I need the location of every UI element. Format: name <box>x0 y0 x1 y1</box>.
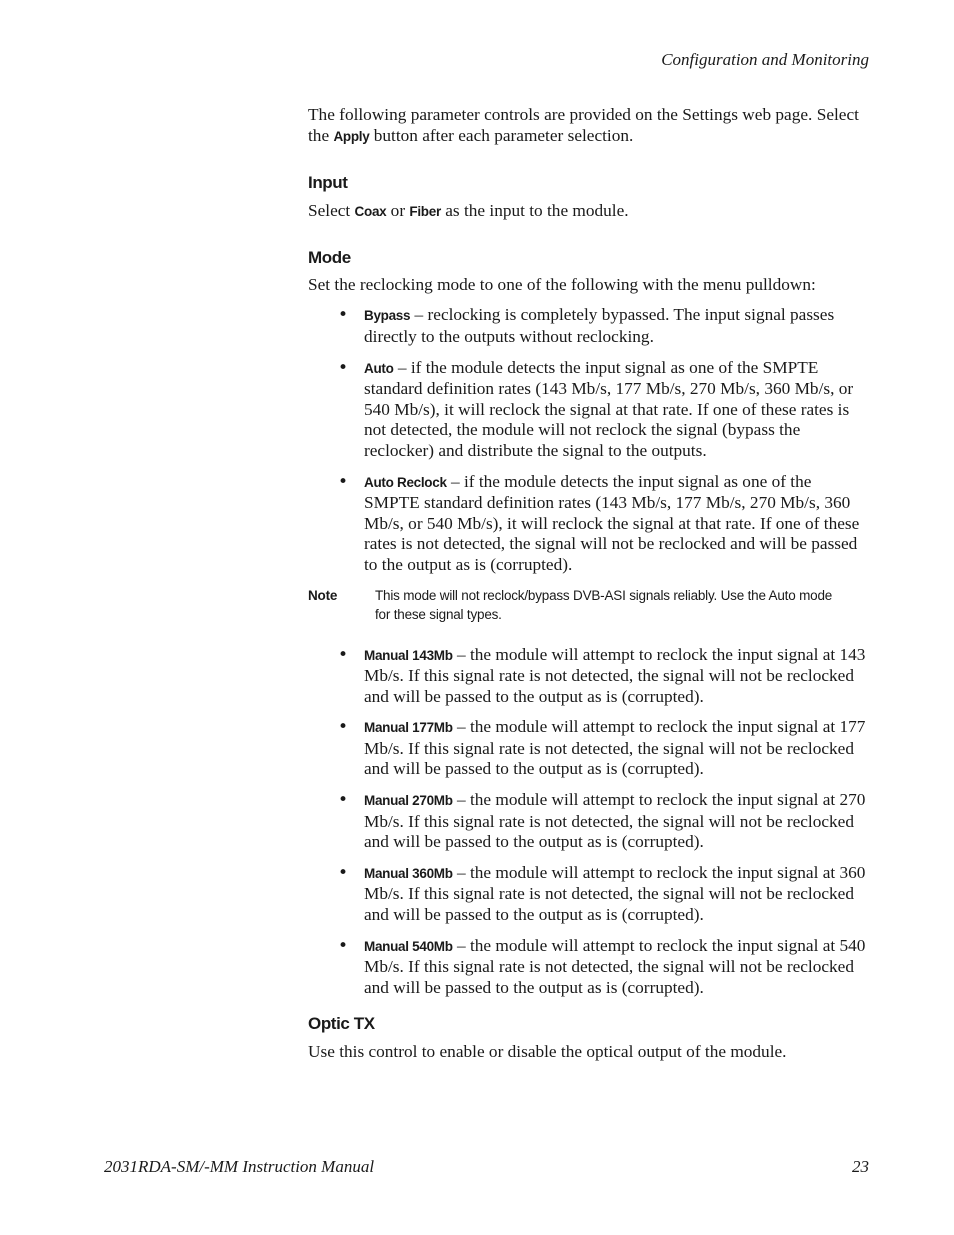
list-item: • Auto Reclock – if the module detects the input signal as one of the SMPTE standard definition rates (143 Mb/s, 177 Mb/s, 270 Mb/s, 360 Mb/s, or 540 Mb/s), it will reclock the signal at that rate. If one of these rates is not detected, the signal will not be reclocked and will be passed to the output as is (corrupted). <box>338 471 860 574</box>
note-box <box>308 586 868 625</box>
mode-heading: Mode <box>308 247 351 267</box>
bullet-icon: • <box>338 644 349 665</box>
page-number: 23 <box>852 1157 869 1176</box>
bullet-icon: • <box>338 357 349 378</box>
mode-term: Manual 177Mb <box>364 720 453 736</box>
running-header: Configuration and Monitoring <box>661 50 869 69</box>
list-item: • Bypass – reclocking is completely bypassed. The input signal passes directly to the outputs without reclocking. <box>338 305 835 346</box>
manual-mode-list <box>308 645 868 999</box>
input-paragraph: Select Coax or Fiber as the input to the module. <box>308 201 629 221</box>
coax-keyword: Coax <box>354 204 387 220</box>
mode-term: Manual 540Mb <box>364 938 453 954</box>
list-item: • Manual 360Mb – the module will attempt to reclock the input signal at 360 Mb/s. If this signal rate is not detected, the signal will not be reclocked and will be passed to the output as is (corrupted). <box>338 862 866 925</box>
input-heading: Input <box>308 173 348 193</box>
list-item: • Manual 177Mb – the module will attempt to reclock the input signal at 177 Mb/s. If this signal rate is not detected, the signal will not be reclocked and will be passed to the output as is (corrupted). <box>338 717 866 779</box>
footer-manual-title: 2031RDA-SM/-MM Instruction Manual <box>104 1157 375 1176</box>
note-text: This mode will not reclock/bypass DVB-ASI signals reliably. Use the Auto mode for these signal types. <box>375 587 833 622</box>
list-item: • Manual 270Mb – the module will attempt to reclock the input signal at 270 Mb/s. If this signal rate is not detected, the signal will not be reclocked and will be passed to the output as is (corrupted). <box>338 790 866 852</box>
list-item: • Manual 143Mb – the module will attempt to reclock the input signal at 143 Mb/s. If this signal rate is not detected, the signal will not be reclocked and will be passed to the output as is (corrupted). <box>338 644 866 706</box>
fiber-keyword: Fiber <box>409 204 441 220</box>
mode-term: Auto <box>364 360 394 376</box>
mode-term: Manual 360Mb <box>364 865 453 881</box>
list-item: • Manual 540Mb – the module will attempt to reclock the input signal at 540 Mb/s. If this signal rate is not detected, the signal will not be reclocked and will be passed to the output as is (corrupted). <box>338 935 866 997</box>
mode-term: Bypass <box>364 308 411 324</box>
mode-term: Manual 143Mb <box>364 647 453 663</box>
intro-line: The following parameter controls are provided on the Settings web page. <box>308 105 813 124</box>
mode-list <box>308 305 868 575</box>
note-label: Note <box>308 587 338 603</box>
bullet-icon: • <box>338 790 349 811</box>
bullet-icon: • <box>338 862 349 883</box>
mode-paragraph: Set the reclocking mode to one of the following with the menu pulldown: <box>308 274 816 294</box>
bullet-icon: • <box>338 935 349 956</box>
bullet-icon: • <box>338 305 349 326</box>
bullet-icon: • <box>338 471 349 492</box>
bullet-icon: • <box>338 717 349 738</box>
page-content <box>308 105 868 1063</box>
mode-term: Manual 270Mb <box>364 793 453 809</box>
list-item: • Auto – if the module detects the input signal as one of the SMPTE standard definition rates (143 Mb/s, 177 Mb/s, 270 Mb/s, 360 Mb/s, or 540 Mb/s), it will reclock the signal at that rate. If one of these rates is not detected, the module will not reclock the signal (bypass the reclocker) and distribute the signal to the outputs. <box>338 357 854 460</box>
optic-tx-heading: Optic TX <box>308 1014 375 1034</box>
optic-tx-paragraph: Use this control to enable or disable the optical output of the module. <box>308 1042 787 1062</box>
intro-paragraph: The following parameter controls are provided on the Settings web page. Select the Apply button after each parameter selection. <box>308 105 859 145</box>
apply-keyword: Apply <box>333 128 370 144</box>
mode-term: Auto Reclock <box>364 474 447 490</box>
